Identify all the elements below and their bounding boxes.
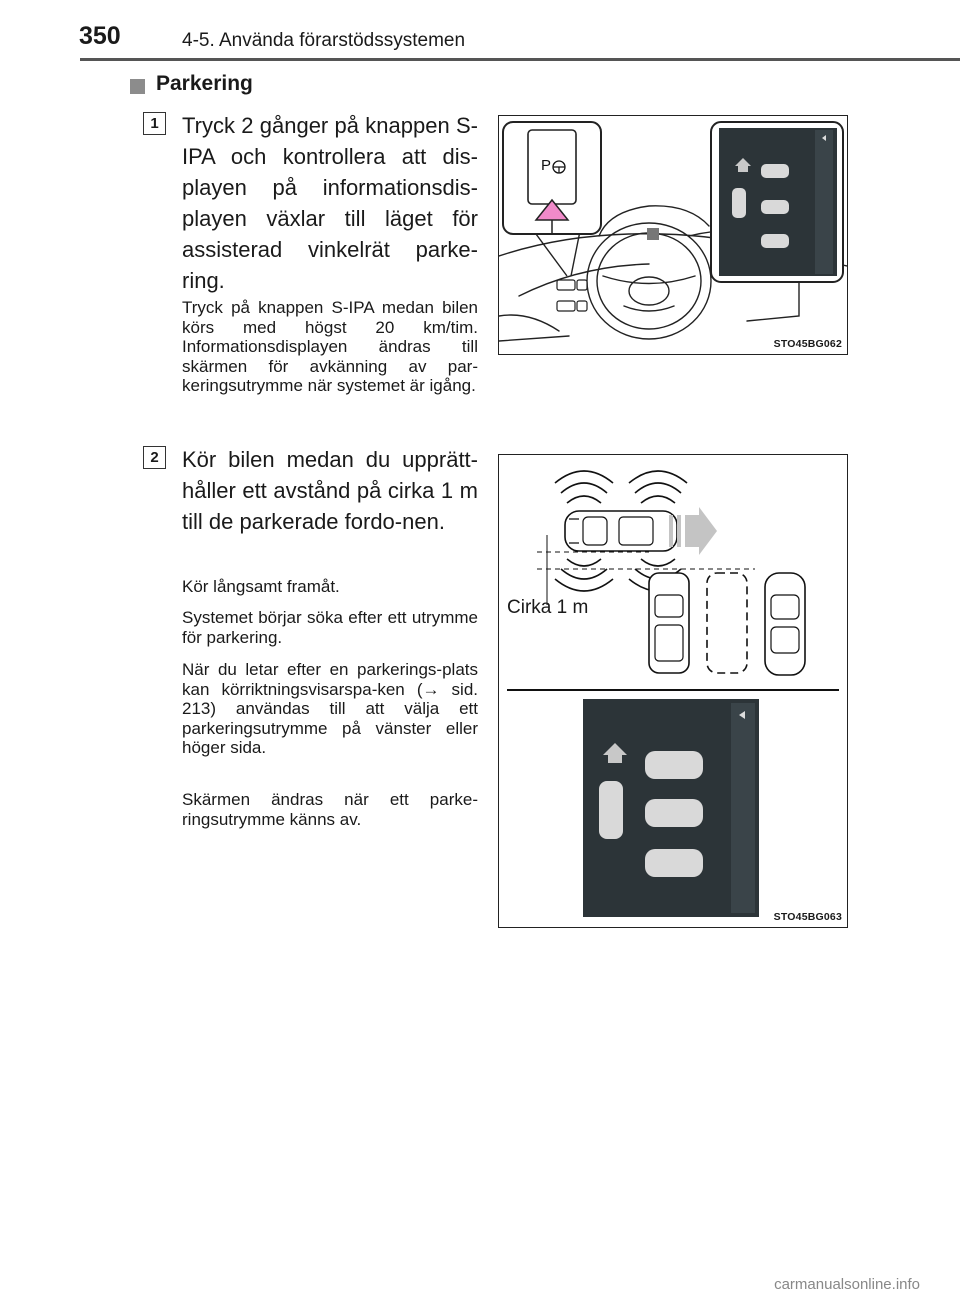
figure-step-1 — [498, 115, 848, 355]
watermark: carmanualsonline.info — [774, 1276, 920, 1293]
parked-car-icon — [649, 573, 689, 673]
header-rule — [80, 58, 960, 61]
figure-code: STO45BG062 — [773, 338, 842, 350]
step-number-badge: 1 — [143, 112, 166, 135]
step-number-badge: 2 — [143, 446, 166, 469]
figure-step-2 — [498, 454, 848, 928]
page-header-section: 4-5. Använda förarstödssystemen — [182, 30, 466, 51]
gauge-display-mark — [647, 228, 659, 240]
moving-car-icon — [565, 511, 677, 551]
section-bullet-icon — [130, 79, 145, 94]
mini-display-screen — [719, 128, 837, 276]
distance-label: Cirka 1 m — [507, 597, 589, 618]
parking-illustration — [499, 455, 847, 927]
figure-code: STO45BG063 — [773, 911, 842, 923]
step-1-note: Tryck på knappen S-IPA medan bilen körs med högst 20 km/tim. Informationsdisplayen ändras till skärmen för avkänning av par-keringsutrymme när systemet är igång. — [182, 298, 478, 395]
display-screen — [583, 699, 759, 917]
s-ipa-button-letter: P — [541, 157, 552, 174]
page-number: 350 — [79, 22, 121, 50]
parked-car-icon — [765, 573, 805, 675]
s-ipa-button — [528, 130, 576, 204]
dashboard-illustration — [499, 116, 847, 354]
free-parking-space — [707, 573, 747, 673]
section-title: Parkering — [156, 72, 253, 95]
step-2-note: Kör långsamt framåt. — [182, 577, 340, 596]
step-2-note: Systemet börjar söka efter ett utrymme för parkering. — [182, 608, 478, 647]
step-2-note: Skärmen ändras när ett parke-ringsutrymme känns av. — [182, 790, 478, 829]
step-2-instruction: Kör bilen medan du upprätt-håller ett avstånd på cirka 1 m till de parkerade fordo-nen. — [182, 447, 478, 534]
step-2-note: När du letar efter en parkerings-plats kan körriktningsvisarspa-ken (→ sid. 213) användas till att välja ett parkeringsutrymme på vänster eller höger sida. — [182, 660, 478, 757]
step-1-instruction: Tryck 2 gånger på knappen S-IPA och kontrollera att dis-playen på informationsdis-playen växlar till läget för assisterad vinkelrät parke-ring. — [182, 113, 478, 293]
direction-arrow-icon — [685, 507, 717, 555]
